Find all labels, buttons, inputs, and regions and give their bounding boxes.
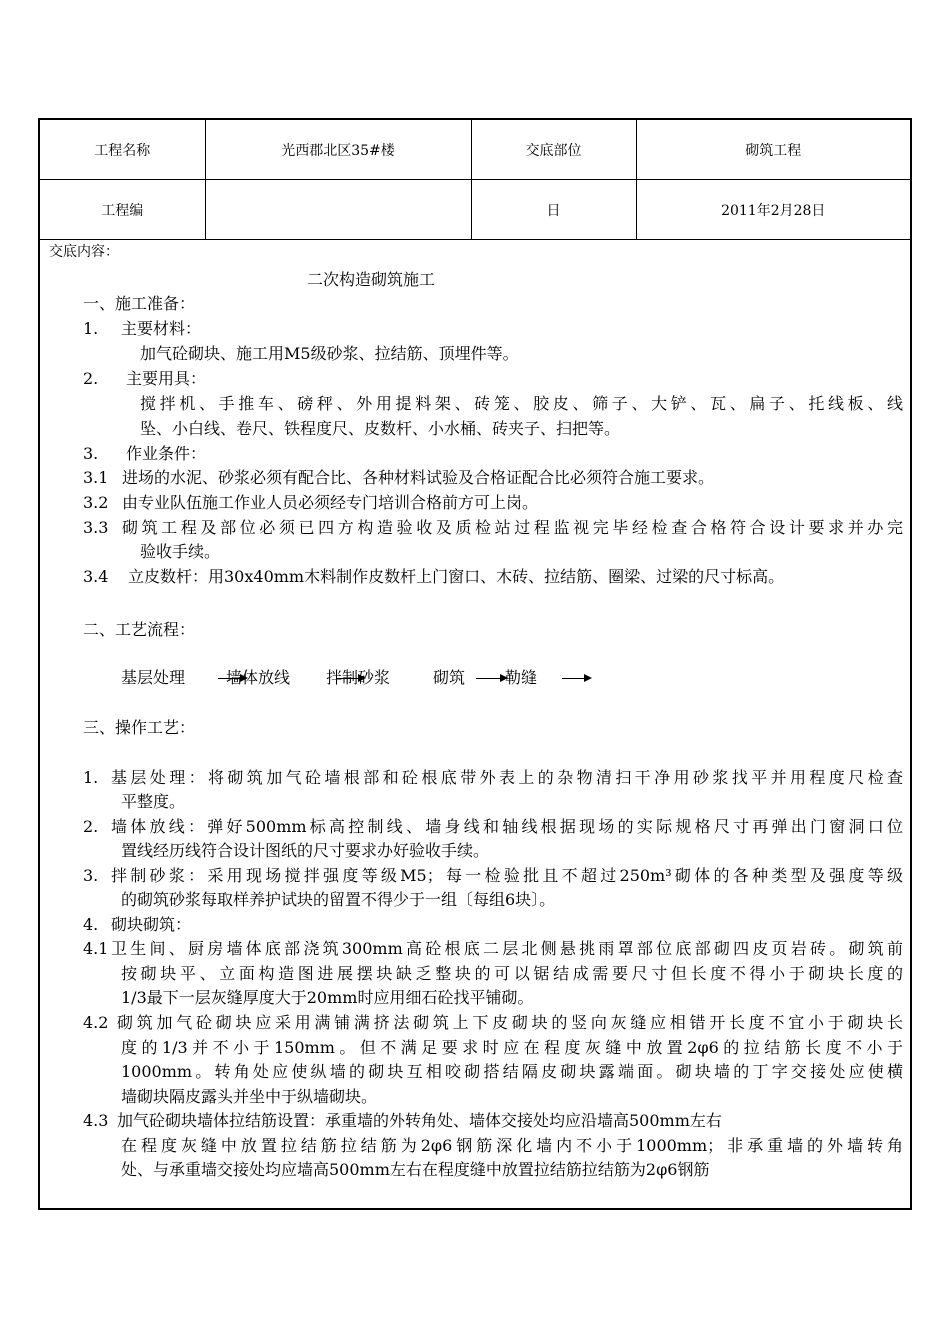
header-table [40,120,910,240]
project-code-label: 工程编 [40,180,205,240]
item-2-line-2: 坠、小白线、卷尺、铁程度尺、皮数杆、小水桶、砖夹子、扫把等。 [140,419,621,438]
op-4-2-line-4: 墙砌块隔皮露头并坐中于纵墙砌块。 [121,1087,378,1106]
flow-step-3: 拌制砂浆 [326,668,391,687]
flow-step-1: 基层处理 [121,668,186,687]
item-1-text: 加气砼砌块、施工用M5级砂浆、拉结筋、顶埋件等。 [140,344,519,363]
date-value: 2011年2月28日 [636,180,910,240]
op-4-3-number: 4.3 [83,1111,109,1130]
op-4-1-line-3: 1/3最下一层灰缝厚度大于20mm时应用细石砼找平铺砌。 [121,988,534,1007]
disclosure-part-value: 砌筑工程 [636,120,910,180]
doc-title: 二次构造砌筑施工 [307,270,436,289]
cond-3-2-number: 3.2 [83,493,109,512]
cond-3-2-text: 由专业队伍施工作业人员必须经专门培训合格前方可上岗。 [122,493,539,512]
header-row-2 [40,180,910,240]
op-4-2-line-1: 砌筑加气砼砌块应采用满铺满挤法砌筑上下皮砌块的竖向灰缝应相错开长度不宜小于砌块长 [117,1013,903,1032]
flow-arrow-2 [336,678,364,679]
op-4-1-number: 4.1 [83,939,109,958]
op-4-3-line-1: 加气砼砌块墙体拉结筋设置：承重墙的外转角处、墙体交接处均应沿墙高500mm左右 [117,1111,722,1130]
op-4-number: 4. [83,915,99,934]
cond-3-4-number: 3.4 [83,567,109,586]
op-1-line-2: 平整度。 [121,792,186,811]
item-3-number: 3. [83,444,99,463]
op-4-2-line-2: 度的1/3并不小于150mm。但不满足要求时应在程度灰缝中放置2φ6的拉结筋长度不小于 [121,1038,903,1057]
item-2-number: 2. [83,369,99,388]
op-2-line-1: 墙体放线：弹好500mm标高控制线、墙身线和轴线根据现场的实际规格尺寸再弹出门窗洞口位 [111,817,903,836]
disclosure-part-label: 交底部位 [471,120,636,180]
op-4-3-line-2: 在程度灰缝中放置拉结筋拉结筋为2φ6钢筋深化墙内不小于1000mm；非承重墙的外墙转角 [121,1136,903,1155]
cond-3-4-text: 立皮数杆：用30x40mm木料制作皮数杆上门窗口、木砖、拉结筋、圈梁、过梁的尺寸标高。 [128,567,785,586]
cond-3-3-number: 3.3 [83,518,109,537]
project-code-value [205,180,471,240]
cond-3-3-line-1: 砌筑工程及部位必须已四方构造验收及质检站过程监视完毕经检查合格符合设计要求并办完 [122,518,903,537]
op-1-number: 1. [83,768,99,787]
header-row-1 [40,120,910,180]
flow-step-2: 墙体放线 [226,668,291,687]
flow-step-4: 砌筑 [433,668,466,687]
op-4-3-line-3: 处、与承重墙交接处均应墙高500mm左右在程度缝中放置拉结筋拉结筋为2φ6钢筋 [121,1160,710,1179]
op-3-line-1: 拌制砂浆：采用现场搅拌强度等级M5；每一检验批且不超过250m³砌体的各种类型及强度等级 [111,866,903,885]
op-4-2-number: 4.2 [83,1013,109,1032]
item-1-title: 主要材料： [121,319,202,338]
op-3-line-2: 的砌筑砂浆每取样养护试块的留置不得少于一组〔每组6块〕。 [121,890,556,909]
date-label: 日 [471,180,636,240]
op-4-1-line-1: 卫生间、厨房墙体底部浇筑300mm高砼根底二层北侧悬挑雨罩部位底部砌四皮页岩砖。砌筑前 [111,939,903,958]
section-1-heading: 一、施工准备： [83,294,196,313]
op-2-number: 2. [83,817,99,836]
item-2-line-1: 搅拌机、手推车、磅秤、外用提料架、砖笼、胶皮、筛子、大铲、瓦、扁子、托线板、线 [140,394,903,413]
content-label: 交底内容： [49,244,119,260]
op-4-1-line-2: 按砌块平、立面构造图进展摆块缺乏整块的可以锯结成需要尺寸但长度不得小于砌块长度的 [121,964,903,983]
cond-3-3-line-2: 验收手续。 [140,542,221,561]
flow-arrow-4 [562,678,590,679]
disclosure-content [40,240,910,1208]
flow-step-5: 勒缝 [505,668,538,687]
section-3-heading: 三、操作工艺： [83,718,196,737]
flow-arrow-3 [476,678,506,679]
op-4-title: 砌块砌筑： [111,915,192,934]
item-1-number: 1. [83,319,99,338]
op-2-line-2: 置线经历线符合设计图纸的尺寸要求办好验收手续。 [121,841,490,860]
document-sheet [38,118,912,1210]
op-1-line-1: 基层处理：将砌筑加气砼墙根部和砼根底带外表上的杂物清扫干净用砂浆找平并用程度尺检查 [111,768,903,787]
cond-3-1-number: 3.1 [83,468,109,487]
section-2-heading: 二、工艺流程： [83,620,196,639]
op-4-2-line-3: 1000mm。转角处应使纵墙的砌块互相咬砌搭结隔皮砌块露端面。砌块墙的丁字交接处应使横 [121,1062,903,1081]
item-3-title: 作业条件： [126,444,207,463]
project-name-value: 光西郡北区35#楼 [205,120,471,180]
op-3-number: 3. [83,866,99,885]
item-2-title: 主要用具： [126,369,207,388]
cond-3-1-text: 进场的水泥、砂浆必须有配合比、各种材料试验及合格证配合比必须符合施工要求。 [122,468,715,487]
project-name-label: 工程名称 [40,120,205,180]
